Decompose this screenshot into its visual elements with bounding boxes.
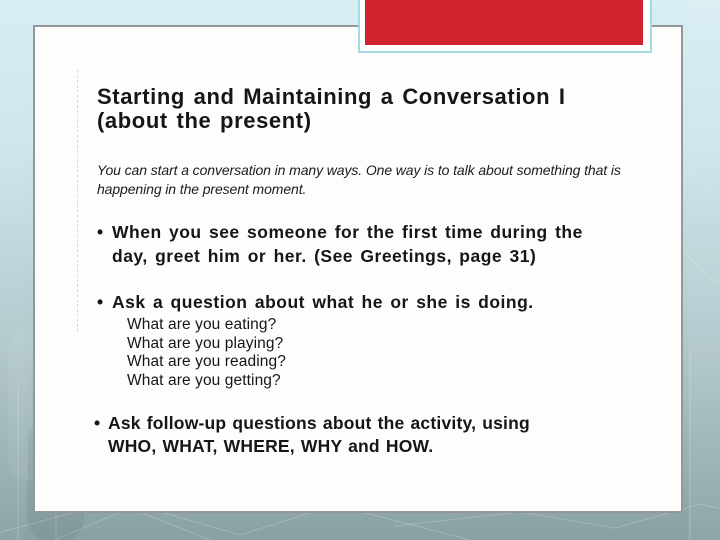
slide-title-line2: (about the present) [97, 108, 312, 133]
question-line: What are you getting? [127, 371, 281, 389]
intro-line2: happening in the present moment. [97, 181, 307, 197]
question-line: What are you playing? [127, 334, 284, 352]
slide-content-card [33, 25, 683, 513]
scan-page-edge-line [77, 70, 78, 332]
bullet-text: Ask follow-up questions about the activity, using WHO, WHAT, WHERE, WHY and HOW. [108, 413, 530, 456]
bullet-marker: • [94, 413, 101, 433]
bullet-text: When you see someone for the first time during the day, greet him or her. (See Greetings, page 31) [112, 222, 583, 266]
bullet-item-greet [97, 221, 583, 268]
red-banner [365, 0, 643, 45]
bullet-marker: • [97, 222, 104, 242]
bullet-marker: • [97, 292, 104, 312]
slide-title-line1: Starting and Maintaining a Conversation I [97, 84, 566, 109]
intro-line1: You can start a conversation in many ways. One way is to talk about something that is [97, 162, 621, 178]
intro-paragraph [97, 161, 621, 199]
slide-title [97, 85, 566, 133]
bullet-item-ask-question [97, 291, 534, 315]
example-questions-list [127, 316, 286, 390]
question-line: What are you eating? [127, 316, 277, 333]
bullet-text: Ask a question about what he or she is doing. [112, 292, 534, 312]
question-line: What are you reading? [127, 353, 286, 371]
red-banner-frame [358, 0, 652, 53]
bullet-item-follow-up [94, 412, 530, 457]
